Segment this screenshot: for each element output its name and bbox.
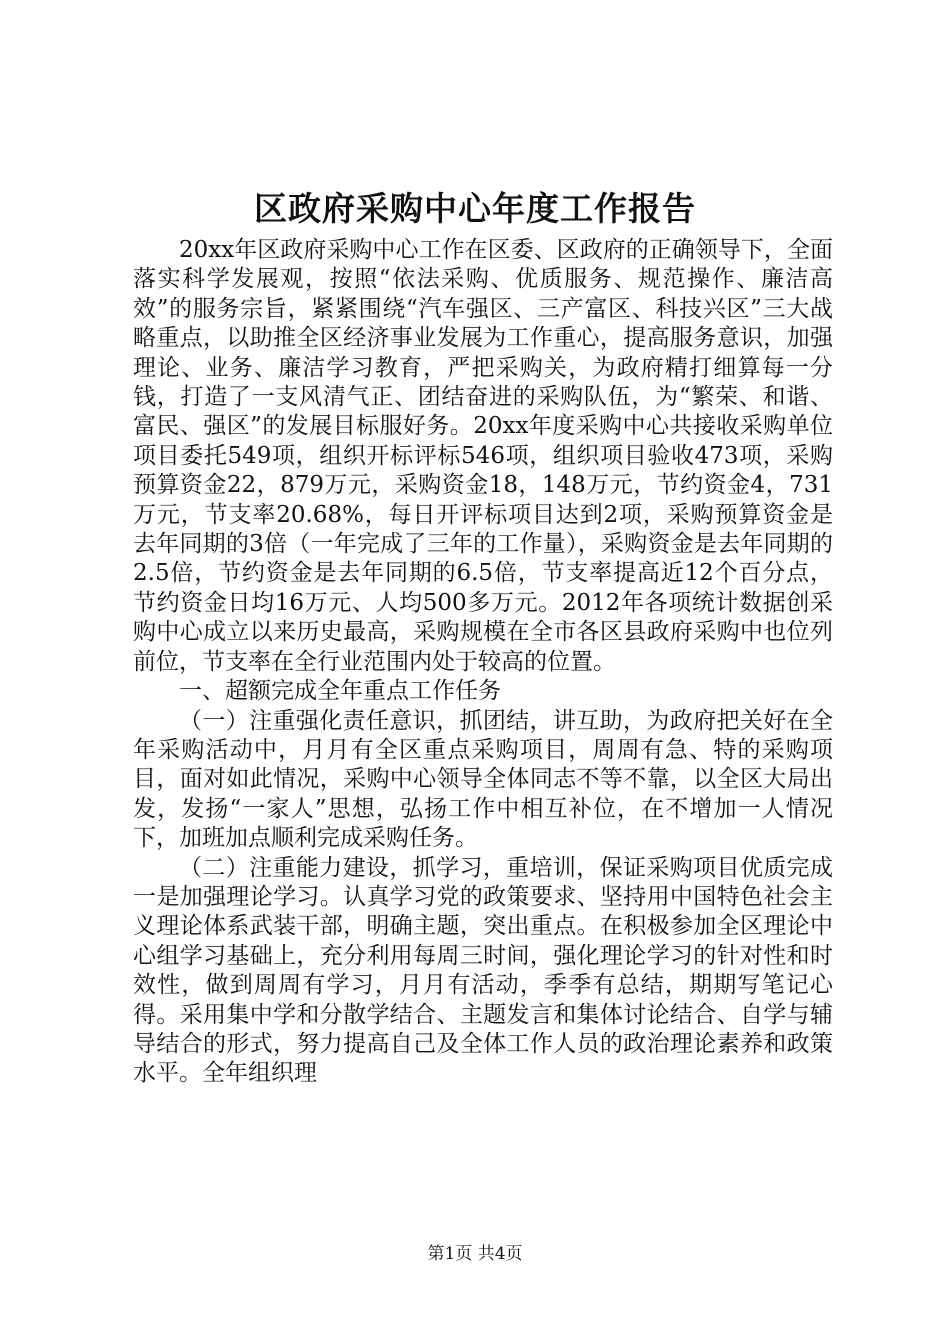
page-footer: 第1页 共4页 [427, 1244, 523, 1264]
paragraph-intro: 20xx年区政府采购中心工作在区委、区政府的正确领导下，全面落实科学发展观，按照“依法采购、优质服务、规范操作、廉洁高效”的服务宗旨，紧紧围绕“汽车强区、三产富区、科技兴区”三大战略重点，以助推全区经济事业发展为工作重心，提高服务意识，加强理论、业务、廉洁学习教育，严把采购关，为政府精打细算每一分钱，打造了一支风清气正、团结奋进的采购队伍，为“繁荣、和谐、富民、强区”的发展目标服好务。20xx年度采购中心共接收采购单位项目委托549项，组织开标评标546项，组织项目验收473项，采购预算资金22，879万元，采购资金18，148万元，节约资金4，731万元，节支率20.68%，每日开评标项目达到2项，采购预算资金是去年同期的3倍（一年完成了三年的工作量），采购资金是去年同期的2.5倍，节约资金是去年同期的6.5倍，节支率提高近12个百分点，节约资金日均16万元、人均500多万元。2012年各项统计数据创采购中心成立以来历史最高，采购规模在全市各区县政府采购中也位列前位，节支率在全行业范围内处于较高的位置。 [133, 237, 833, 675]
document-title: 区政府采购中心年度工作报告 [254, 189, 696, 228]
paragraph-subsection-2: （二）注重能力建设，抓学习，重培训，保证采购项目优质完成一是加强理论学习。认真学习党的政策要求、坚持用中国特色社会主义理论体系武装干部，明确主题，突出重点。在积极参加全区理论中心组学习基础上，充分利用每周三时间，强化理论学习的针对性和时效性，做到周周有学习，月月有活动，季季有总结，期期写笔记心得。采用集中学和分散学结合、主题发言和集体讨论结合、自学与辅导结合的形式，努力提高自己及全体工作人员的政治理论素养和政策水平。全年组织理 [133, 854, 833, 1087]
document-body [133, 236, 833, 1089]
paragraph-subsection-1: （一）注重强化责任意识，抓团结，讲互助，为政府把关好在全年采购活动中，月月有全区重点采购项目，周周有急、特的采购项目，面对如此情况，采购中心领导全体同志不等不靠，以全区大局出发，发扬“一家人”思想，弘扬工作中相互补位，在不增加一人情况下，加班加点顺利完成采购任务。 [133, 707, 833, 852]
section-heading-1: 一、超额完成全年重点工作任务 [179, 678, 501, 705]
